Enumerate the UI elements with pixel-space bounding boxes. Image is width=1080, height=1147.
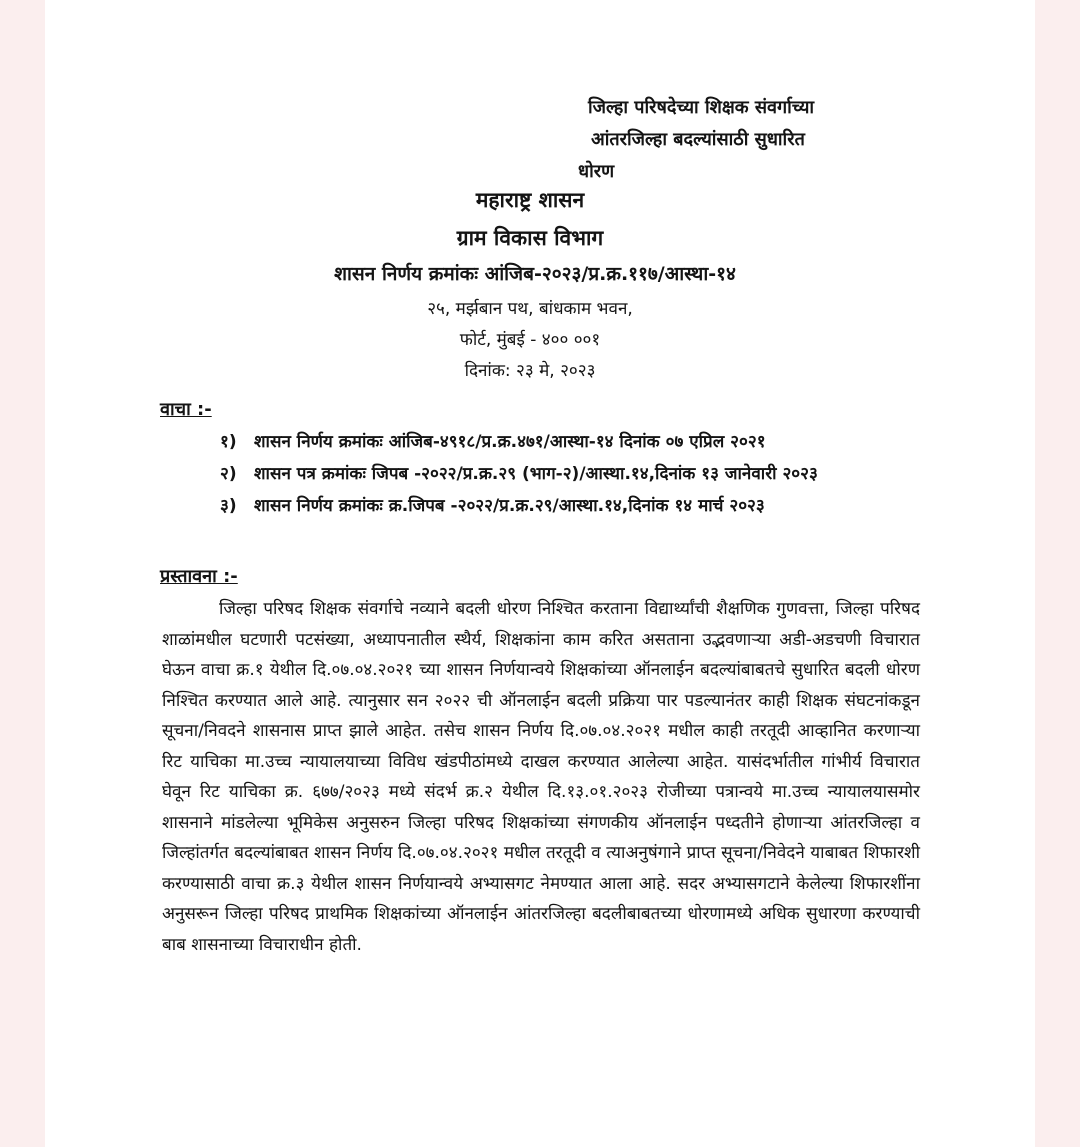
- preamble-body: जिल्हा परिषद शिक्षक संवर्गाचे नव्याने बदली धोरण निश्चित करताना विद्यार्थ्यांची शैक्षणिक गुणवत्ता, जिल्हा परिषद शाळांमधील घटणारी पटसंख्या, अध्यापनातील स्थैर्य, शिक्षकांना काम करित असताना उद्भवणाऱ्या अडी-अडचणी विचारात घेऊन वाचा क्र.१ येथील दि.०७.०४.२०२१ च्या शासन निर्णयान्वये शिक्षकांच्या ऑनलाईन बदल्यांबाबतचे सुधारित बदली धोरण निश्चित करण्यात आले आहे. त्यानुसार सन २०२२ ची ऑनलाईन बदली प्रक्रिया पार पडल्यानंतर काही शिक्षक संघटनांकडून सूचना/निवदने शासनास प्राप्त झाले आहेत. तसेच शासन निर्णय दि.०७.०४.२०२१ मधील काही तरतूदी आव्हानित करणाऱ्या रिट याचिका मा.उच्च न्यायालयाच्या विविध खंडपीठांमध्ये दाखल करण्यात आलेल्या आहेत. यासंदर्भातील गांभीर्य विचारात घेवून रिट याचिका क्र. ६७७/२०२३ मध्ये संदर्भ क्र.२ येथील दि.१३.०१.२०२३ रोजीच्या पत्रान्वये मा.उच्च न्यायालयासमोर शासनाने मांडलेल्या भूमिकेस अनुसरुन जिल्हा परिषद शिक्षकांच्या संगणकीय ऑनलाईन पध्दतीने होणाऱ्या आंतरजिल्हा व जिल्हांतर्गत बदल्यांबाबत शासन निर्णय दि.०७.०४.२०२१ मधील तरतूदी व त्याअनुषंगाने प्राप्त सूचना/निवेदने याबाबत शिफारशी करण्यासाठी वाचा क्र.३ येथील शासन निर्णयान्वये अभ्यासगट नेमण्यात आला आहे. सदर अभ्यासगटाने केलेल्या शिफारशींना अनुसरून जिल्हा परिषद प्राथमिक शिक्षकांच्या ऑनलाईन आंतरजिल्हा बदलीबाबतच्या धोरणामध्ये अधिक सुधारणा करण्याची बाब शासनाच्या विचाराधीन होती.: [162, 599, 920, 955]
- reference-list: [220, 428, 940, 524]
- reference-number: ३): [220, 496, 237, 516]
- reference-text: शासन निर्णय क्रमांकः आंजिब-४९१८/प्र.क्र.४७१/आस्था-१४ दिनांक ०७ एप्रिल २०२१: [254, 432, 766, 452]
- reference-item: [220, 492, 940, 521]
- subject-line-1: जिल्हा परिषदेच्या शिक्षक संवर्गाच्या: [588, 97, 815, 118]
- department-title: ग्राम विकास विभाग: [456, 226, 604, 250]
- reference-item: [220, 460, 940, 489]
- gr-number: शासन निर्णय क्रमांकः आंजिब-२०२३/प्र.क्र.११७/आस्था-१४: [334, 263, 736, 285]
- reference-text: शासन पत्र क्रमांकः जिपब -२०२२/प्र.क्र.२९ (भाग-२)/आस्था.१४,दिनांक १३ जानेवारी २०२३: [254, 464, 818, 484]
- reference-number: १): [220, 432, 237, 452]
- address-line-2: फोर्ट, मुंबई - ४०० ००१: [459, 330, 601, 350]
- document-page: [45, 0, 1035, 1147]
- document-date: दिनांक: २३ मे, २०२३: [464, 361, 596, 381]
- reference-item: [220, 428, 940, 457]
- read-heading: वाचा :-: [160, 399, 212, 420]
- subject-line-2: आंतरजिल्हा बदल्यांसाठी सुधारित: [591, 129, 805, 150]
- address-line-1: २५, मर्झबान पथ, बांधकाम भवन,: [427, 299, 633, 319]
- reference-number: २): [220, 464, 237, 484]
- preamble-heading: प्रस्तावना :-: [160, 566, 238, 587]
- subject-block: [578, 92, 918, 188]
- reference-text: शासन निर्णय क्रमांकः क्र.जिपब -२०२२/प्र.क्र.२९/आस्था.१४,दिनांक १४ मार्च २०२३: [254, 496, 765, 516]
- government-title: महाराष्ट्र शासन: [475, 188, 585, 212]
- subject-line-3: धोरण: [578, 161, 615, 182]
